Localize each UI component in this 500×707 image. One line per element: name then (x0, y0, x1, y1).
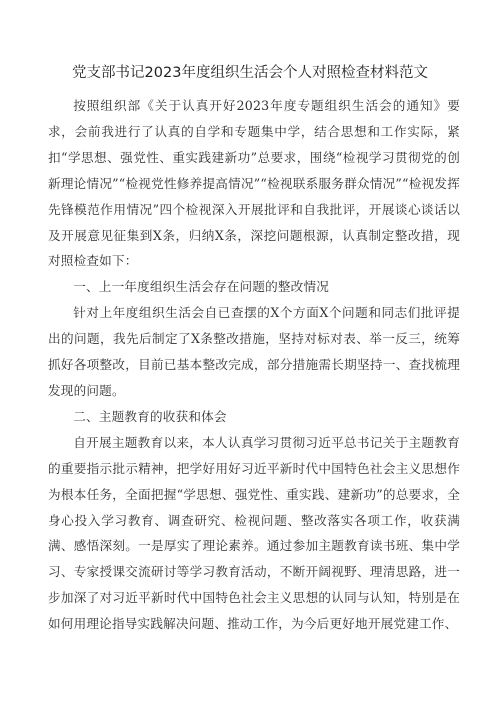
paragraph-section-2: 自开展主题教育以来，本人认真学习贯彻习近平总书记关于主题教育的重要指示批示精神，把学好用好习近平新时代中国特色社会主义思想作为根本任务，全面把握“学思想、强党性、重实践、建新功”的总要求，全身心投入学习教育、调查研究、检视问题、整改落实各项工作，收获满满、感悟深刻。一是厚实了理论素养。通过参加主题教育读书班、集中学习、专家授课交流研讨等学习教育活动，不断开阔视野、理清思路，进一步加深了对习近平新时代中国特色社会主义思想的认同与认知，特别是在如何用理论指导实践解决问题、推动工作，为今后更好地开展党建工作、 (48, 434, 460, 632)
paragraph-intro: 按照组织部《关于认真开好2023年度专题组织生活会的通知》要求，会前我进行了认真的自学和专题集中学，结合思想和工作实际，紧扣“学思想、强党性、重实践建新功”总要求，围绕“检视学习贯彻党的创新理论情况”“检视党性修养提高情况”“检视联系服务群众情况”“检视发挥先锋模范作用情况”四个检视深入开展批评和自我批评，开展谈心谈话以及开展意见征集到X条，归纳X条，深挖问题根源，认真制定整改措，现对照检查如下： (48, 98, 460, 269)
document-body (48, 93, 460, 637)
section-heading-2: 二、主题教育的收获和体会 (73, 408, 227, 424)
document-title: 党支部书记2023年度组织生活会个人对照检查材料范文 (72, 65, 428, 81)
paragraph-section-1: 针对上年度组织生活会自已查摆的X个方面X个问题和同志们批评提出的问题，我先后制定了X条整改措施，坚持对标对表、举一反三，统筹抓好各项整改，目前已基本整改完成，部分措施需长期坚持一、查找梳理发现的问题。 (48, 305, 460, 398)
section-heading-1: 一、上一年度组织生活会存在问题的整改情况 (73, 279, 330, 295)
